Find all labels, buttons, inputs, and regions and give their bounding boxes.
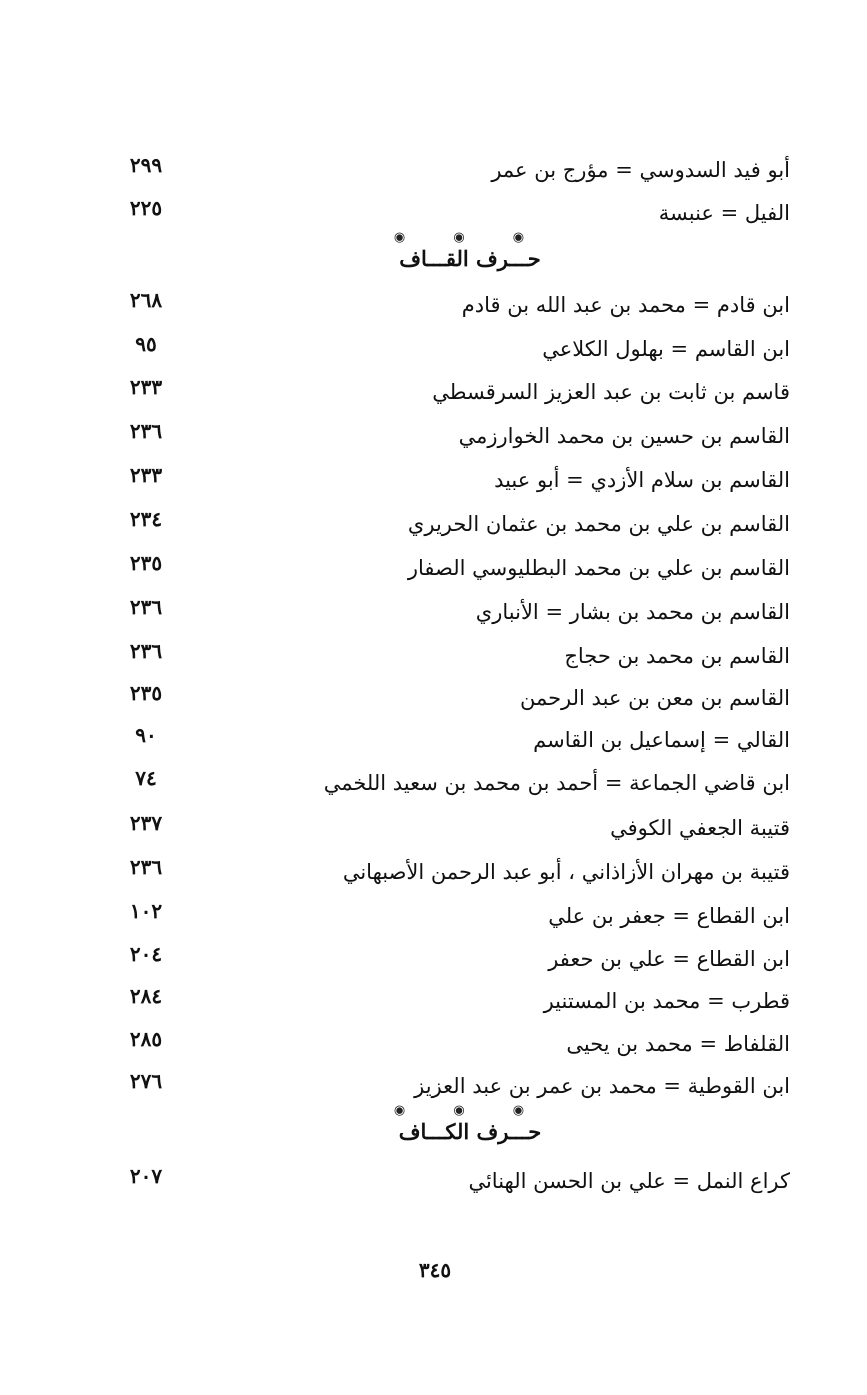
section-heading-qaf xyxy=(360,230,620,285)
entry-name: القاسم بن سلام الأزدي = أبو عبيد xyxy=(494,468,790,492)
entry-name: كراع النمل = علي بن الحسن الهنائي xyxy=(468,1169,790,1193)
index-entry xyxy=(100,416,790,456)
entry-name: أبو فيد السدوسي = مؤرج بن عمر xyxy=(491,158,790,182)
separator-ornament: ◉ ◉ ◉ xyxy=(393,1103,547,1118)
entry-name: القاسم بن علي بن محمد بن عثمان الحريري xyxy=(407,512,790,536)
entry-page-number: ٢٣٥ xyxy=(129,551,163,575)
index-entry xyxy=(100,678,790,718)
entry-page-number: ٢٠٤ xyxy=(129,942,163,966)
section-heading-kaf xyxy=(360,1103,620,1158)
index-entry xyxy=(100,548,790,588)
index-entry xyxy=(100,329,790,369)
index-entry xyxy=(100,763,790,803)
index-entry xyxy=(100,1024,790,1064)
entry-page-number: ٢٣٦ xyxy=(129,639,163,663)
entry-name: الفيل = عنبسة xyxy=(658,201,790,225)
entry-name: القاسم بن محمد بن بشار = الأنباري xyxy=(475,600,790,624)
entry-name: القاسم بن حسين بن محمد الخوارزمي xyxy=(458,424,790,448)
page-number: ٣٤٥ xyxy=(418,1258,452,1282)
index-entry xyxy=(100,592,790,632)
entry-page-number: ٢٨٤ xyxy=(129,984,163,1008)
entry-name: ابن قاضي الجماعة = أحمد بن محمد بن سعيد اللخمي xyxy=(323,771,790,795)
section-title: حـــرف الكـــاف xyxy=(398,1119,542,1144)
entry-name: ابن القطاع = علي بن حعفر xyxy=(548,947,790,971)
entry-name: ابن قادم = محمد بن عبد الله بن قادم xyxy=(461,293,790,317)
entry-name: القلفاط = محمد بن يحيى xyxy=(566,1032,790,1056)
entry-page-number: ٩٥ xyxy=(135,332,157,356)
entry-page-number: ١٠٢ xyxy=(129,899,163,923)
entry-page-number: ٢٢٥ xyxy=(129,196,163,220)
entry-name: القاسم بن معن بن عبد الرحمن xyxy=(519,686,790,710)
entry-name: قطرب = محمد بن المستنير xyxy=(543,989,790,1013)
index-entry xyxy=(100,150,790,190)
index-entry xyxy=(100,285,790,325)
entry-page-number: ٢٣٣ xyxy=(129,375,163,399)
index-entry xyxy=(100,460,790,500)
index-entry xyxy=(100,720,790,760)
entry-name: ابن القوطية = محمد بن عمر بن عبد العزيز xyxy=(414,1074,790,1098)
entry-page-number: ٧٤ xyxy=(135,766,157,790)
index-entry xyxy=(100,896,790,936)
entry-name: القاسم بن محمد بن حجاج xyxy=(564,644,790,668)
entry-name: قاسم بن ثابت بن عبد العزيز السرقسطي xyxy=(432,380,790,404)
index-entry xyxy=(100,504,790,544)
entry-name: القالي = إسماعيل بن القاسم xyxy=(533,728,790,752)
entry-name: القاسم بن علي بن محمد البطليوسي الصفار xyxy=(407,556,790,580)
index-entry xyxy=(100,372,790,412)
entry-page-number: ٢٣٧ xyxy=(129,811,163,835)
index-entry xyxy=(100,1161,790,1201)
entry-page-number: ٢٣٦ xyxy=(129,595,163,619)
index-entry xyxy=(100,852,790,892)
entry-page-number: ٢٧٦ xyxy=(129,1069,163,1093)
entry-page-number: ٢٣٦ xyxy=(129,419,163,443)
entry-name: ابن القاسم = بهلول الكلاعي xyxy=(542,337,790,361)
entry-name: قتيبة الجعفي الكوفي xyxy=(610,816,790,840)
entry-page-number: ٢٣٦ xyxy=(129,855,163,879)
index-entry xyxy=(100,636,790,676)
index-entry xyxy=(100,193,790,233)
section-title: حـــرف القـــاف xyxy=(399,246,541,271)
entry-page-number: ٢٣٣ xyxy=(129,463,163,487)
index-entry xyxy=(100,808,790,848)
entry-name: قتيبة بن مهران الأزاذاني ، أبو عبد الرحمن الأصبهاني xyxy=(342,860,790,884)
entry-name: ابن القطاع = جعفر بن علي xyxy=(548,904,790,928)
separator-ornament: ◉ ◉ ◉ xyxy=(393,230,547,245)
entry-page-number: ٢٨٥ xyxy=(129,1027,163,1051)
entry-page-number: ٩٠ xyxy=(135,723,157,747)
entry-page-number: ٢٣٥ xyxy=(129,681,163,705)
entry-page-number: ٢٦٨ xyxy=(129,288,163,312)
index-entry xyxy=(100,939,790,979)
index-entry xyxy=(100,1066,790,1106)
entry-page-number: ٢٠٧ xyxy=(129,1164,163,1188)
entry-page-number: ٢٣٤ xyxy=(129,507,163,531)
index-entry xyxy=(100,981,790,1021)
entry-page-number: ٢٩٩ xyxy=(129,153,163,177)
